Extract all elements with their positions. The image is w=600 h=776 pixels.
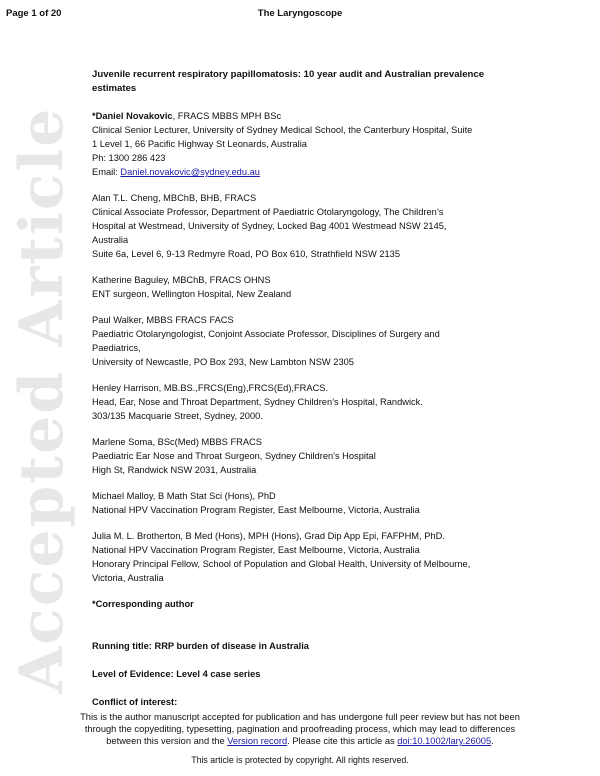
affiliation-line: Paediatric Otolaryngologist, Conjoint Associate Professor, Disciplines of Surgery and xyxy=(92,329,440,339)
affiliation-line: Clinical Senior Lecturer, University of Sydney Medical School, the Canterbury Hospital, Suite xyxy=(92,125,473,135)
affiliation-line: Hospital at Westmead, University of Sydney, Locked Bag 4001 Westmead NSW 2145, xyxy=(92,221,447,231)
affiliation-line: High St, Randwick NSW 2031, Australia xyxy=(92,465,257,475)
author-harrison xyxy=(92,381,532,423)
manuscript-notice xyxy=(0,711,600,747)
page-number: Page 1 of 20 xyxy=(6,8,62,19)
affiliation-line: 303/135 Macquarie Street, Sydney, 2000. xyxy=(92,411,263,421)
affiliation-line: 1 Level 1, 66 Pacific Highway St Leonards, Australia xyxy=(92,139,307,149)
article-title xyxy=(92,68,532,96)
author-walker xyxy=(92,313,532,369)
conflict-of-interest: Conflict of interest: xyxy=(92,697,178,707)
doi-link[interactable]: doi:10.1002/lary.26005 xyxy=(397,736,492,746)
affiliation-line: Honorary Principal Fellow, School of Population and Global Health, University of Melbourne, xyxy=(92,559,471,569)
journal-name: The Laryngoscope xyxy=(257,8,343,19)
notice-text: . xyxy=(491,736,494,746)
email-line xyxy=(92,165,532,179)
title-line: estimates xyxy=(92,83,137,94)
notice-line: through the copyediting, typesetting, pagination and proofreading process, which may lead to differences xyxy=(84,724,516,734)
author-name: Paul Walker, MBBS FRACS FACS xyxy=(92,315,234,325)
level-of-evidence: Level of Evidence: Level 4 case series xyxy=(92,669,261,679)
author-baguley xyxy=(92,273,532,301)
affiliation-line: National HPV Vaccination Program Register, East Melbourne, Victoria, Australia xyxy=(92,505,420,515)
affiliation-line: Victoria, Australia xyxy=(92,573,164,583)
notice-line xyxy=(0,735,600,747)
author-brotherton xyxy=(92,529,532,585)
phone-line: Ph: 1300 286 423 xyxy=(92,153,166,163)
affiliation-line: Head, Ear, Nose and Throat Department, Sydney Children’s Hospital, Randwick. xyxy=(92,397,423,407)
title-line: Juvenile recurrent respiratory papillomatosis: 10 year audit and Australian prevalence xyxy=(92,69,485,80)
version-record-link[interactable]: Version record xyxy=(227,736,288,746)
affiliation-line: Clinical Associate Professor, Department of Paediatric Otolaryngology, The Children’s xyxy=(92,207,444,217)
email-link[interactable]: Daniel.novakovic@sydney.edu.au xyxy=(120,167,260,177)
accepted-article-watermark: Accepted Article xyxy=(7,106,77,694)
affiliation-line: Suite 6a, Level 6, 9-13 Redmyre Road, PO Box 610, Strathfield NSW 2135 xyxy=(92,249,400,259)
affiliation-line: Paediatrics, xyxy=(92,343,141,353)
author-name: Marlene Soma, BSc(Med) MBBS FRACS xyxy=(92,437,262,447)
email-label: Email: xyxy=(92,167,121,177)
author-name: Michael Malloy, B Math Stat Sci (Hons), PhD xyxy=(92,491,276,501)
author-malloy xyxy=(92,489,532,517)
manuscript-title-page xyxy=(92,68,532,723)
affiliation-line: National HPV Vaccination Program Register, East Melbourne, Victoria, Australia xyxy=(92,545,420,555)
notice-text: . Please cite this article as xyxy=(287,736,398,746)
author-cheng xyxy=(92,191,532,261)
notice-text: between this version and the xyxy=(106,736,228,746)
corresponding-author-note: *Corresponding author xyxy=(92,599,194,609)
author-name: Julia M. L. Brotherton, B Med (Hons), MPH (Hons), Grad Dip App Epi, FAFPHM, PhD. xyxy=(92,531,445,541)
author-name: Henley Harrison, MB.BS.,FRCS(Eng),FRCS(Ed),FRACS. xyxy=(92,383,329,393)
affiliation-line: Australia xyxy=(92,235,129,245)
affiliation-line: Paediatric Ear Nose and Throat Surgeon, Sydney Children's Hospital xyxy=(92,451,376,461)
author-name: Alan T.L. Cheng, MBChB, BHB, FRACS xyxy=(92,193,257,203)
author-name-bold: *Daniel Novakovic xyxy=(92,111,173,121)
author-name: Katherine Baguley, MBChB, FRACS OHNS xyxy=(92,275,271,285)
notice-line: This is the author manuscript accepted for publication and has undergone full peer review but has not been xyxy=(80,712,520,722)
author-novakovic xyxy=(92,109,532,179)
author-soma xyxy=(92,435,532,477)
affiliation-line: University of Newcastle, PO Box 293, New Lambton NSW 2305 xyxy=(92,357,354,367)
affiliation-line: ENT surgeon, Wellington Hospital, New Zealand xyxy=(92,289,292,299)
author-name: *Daniel Novakovic, FRACS MBBS MPH BSc xyxy=(92,111,282,121)
copyright-notice: This article is protected by copyright. All rights reserved. xyxy=(191,755,409,765)
running-title: Running title: RRP burden of disease in Australia xyxy=(92,641,309,651)
